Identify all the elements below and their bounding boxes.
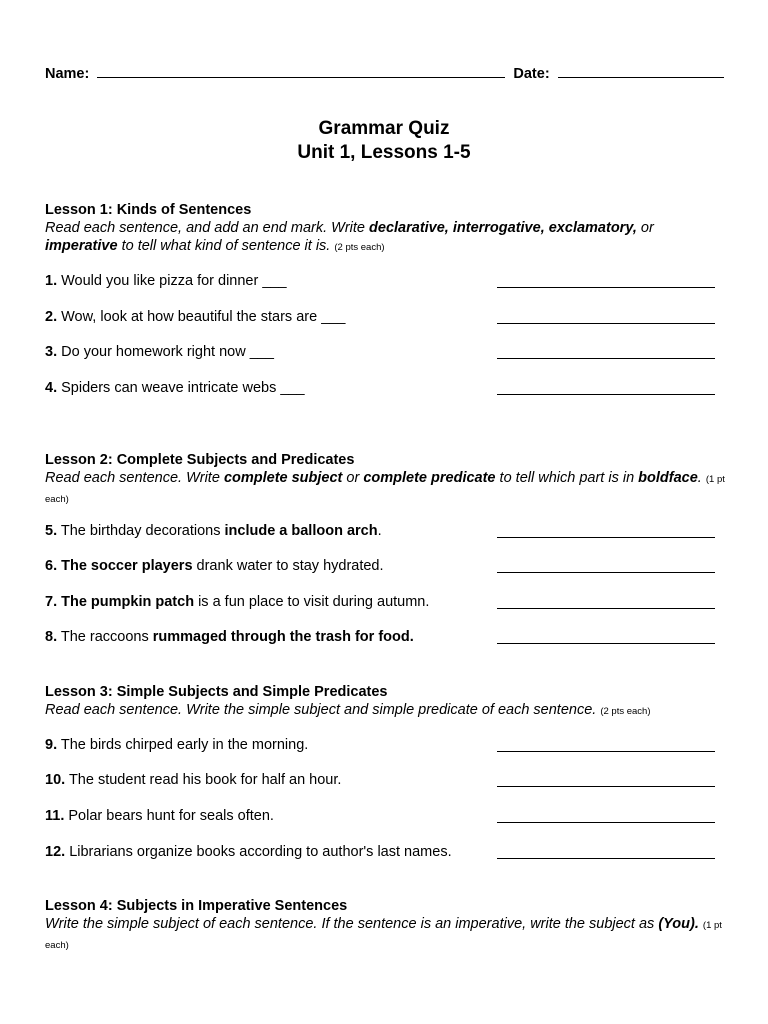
question-row (45, 770, 715, 790)
answer-line[interactable] (497, 629, 715, 644)
lesson-3-instructions (45, 701, 725, 721)
question-number: 6. (45, 558, 58, 574)
question-row (45, 627, 715, 647)
question-text: The birthday decorations (60, 523, 225, 539)
instr-text: or (636, 220, 654, 236)
question-text: The student read his book for half an hour. (68, 772, 342, 788)
quiz-title (0, 117, 768, 165)
answer-line[interactable] (497, 523, 715, 538)
question-number: 10. (45, 772, 66, 788)
question-number: 2. (45, 309, 58, 325)
instr-bold: declarative, interrogative, exclamatory, (369, 220, 637, 236)
lesson-2-instructions (45, 469, 725, 509)
answer-line[interactable] (497, 309, 715, 324)
lesson-4-header (45, 897, 725, 955)
instr-text: Read each sentence. Write (45, 470, 224, 486)
question-number: 7. (45, 594, 58, 610)
instr-text: Read each sentence. Write the simple subject and simple predicate of each sentence. (45, 702, 597, 718)
title-line-2: Unit 1, Lessons 1-5 (297, 142, 471, 163)
question-row (45, 842, 715, 862)
name-label: Name: (45, 66, 90, 82)
question-bold-text: The pumpkin patch (61, 594, 195, 610)
points-note: (2 pts each) (600, 706, 651, 717)
question-text: . (377, 523, 382, 539)
question-number: 5. (45, 523, 58, 539)
question-number: 1. (45, 273, 58, 289)
question-bold-text: include a balloon arch (224, 523, 378, 539)
date-label: Date: (513, 66, 550, 82)
name-field[interactable] (97, 63, 505, 78)
question-text: The birds chirped early in the morning. (60, 737, 309, 753)
lesson-4-heading: Lesson 4: Subjects in Imperative Sentences (45, 898, 348, 914)
lesson-4-instructions (45, 915, 725, 955)
instr-text: Read each sentence, and add an end mark. Write (45, 220, 370, 236)
answer-line[interactable] (497, 737, 715, 752)
question-row (45, 592, 715, 612)
question-number: 9. (45, 737, 58, 753)
question-text: Would you like pizza for dinner ___ (61, 273, 287, 289)
instr-text: to tell which part is in (495, 470, 639, 486)
question-number: 4. (45, 380, 58, 396)
question-text: Wow, look at how beautiful the stars are ___ (61, 309, 346, 325)
question-row (45, 806, 715, 826)
answer-line[interactable] (497, 772, 715, 787)
question-row (45, 307, 715, 327)
question-text: Librarians organize books according to author's last names. (69, 844, 452, 860)
lesson-2-header (45, 451, 725, 509)
answer-line[interactable] (497, 558, 715, 573)
instr-bold: boldface (638, 470, 698, 486)
question-number: 3. (45, 344, 58, 360)
title-line-1: Grammar Quiz (318, 118, 450, 139)
date-field[interactable] (558, 63, 724, 78)
lesson-1-heading: Lesson 1: Kinds of Sentences (45, 202, 252, 218)
instr-text: to tell what kind of sentence it is. (117, 238, 331, 254)
answer-line[interactable] (497, 273, 715, 288)
question-text: Polar bears hunt for seals often. (68, 808, 274, 824)
question-text: Spiders can weave intricate webs ___ (61, 380, 305, 396)
question-text: is a fun place to visit during autumn. (194, 594, 430, 610)
question-row (45, 342, 715, 362)
instr-bold: (You). (658, 916, 699, 932)
lesson-2-heading: Lesson 2: Complete Subjects and Predicates (45, 452, 355, 468)
question-text: drank water to stay hydrated. (192, 558, 384, 574)
answer-line[interactable] (497, 344, 715, 359)
lesson-3-header (45, 683, 725, 721)
instr-text: or (342, 470, 364, 486)
instr-bold: imperative (45, 238, 118, 254)
instr-bold: complete subject (223, 470, 343, 486)
question-number: 11. (45, 808, 65, 824)
question-row (45, 378, 715, 398)
instr-text: . (697, 470, 702, 486)
instr-text: Write the simple subject of each sentence. If the sentence is an imperative, write the subject as (45, 916, 659, 932)
question-bold-text: rummaged through the trash for food. (152, 629, 414, 645)
lesson-3-heading: Lesson 3: Simple Subjects and Simple Predicates (45, 684, 388, 700)
question-row (45, 735, 715, 755)
question-row (45, 556, 715, 576)
question-number: 8. (45, 629, 58, 645)
lesson-1-instructions (45, 219, 725, 257)
points-note: (1 pt each) (45, 920, 722, 951)
answer-line[interactable] (497, 808, 715, 823)
name-date-row (45, 63, 725, 82)
question-row (45, 271, 715, 291)
question-number: 12. (45, 844, 66, 860)
answer-line[interactable] (497, 594, 715, 609)
points-note: (2 pts each) (334, 242, 385, 253)
points-note: (1 pt each) (45, 474, 725, 505)
question-text: The raccoons (60, 629, 153, 645)
instr-bold: complete predicate (363, 470, 496, 486)
answer-line[interactable] (497, 844, 715, 859)
question-text: Do your homework right now ___ (61, 344, 274, 360)
answer-line[interactable] (497, 380, 715, 395)
question-row (45, 521, 715, 541)
lesson-1-header (45, 201, 725, 257)
question-bold-text: The soccer players (61, 558, 193, 574)
